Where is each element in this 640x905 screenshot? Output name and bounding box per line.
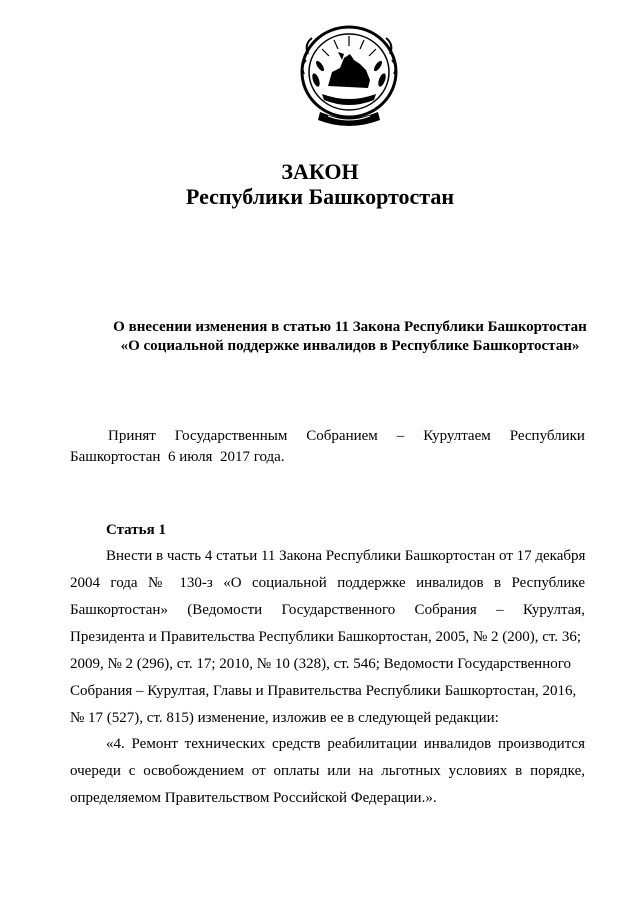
- paragraph-line: Башкортостан» (Ведомости Государственного Собрания – Курултая,: [70, 602, 585, 618]
- adoption-line-1: [70, 426, 585, 447]
- paragraph-line: Внести в часть 4 статьи 11 Закона Республики Башкортостан от 17 декабря: [106, 548, 586, 564]
- adoption-word: –: [396, 428, 405, 444]
- paragraph-line: «4. Ремонт технических средств реабилитации инвалидов производится: [106, 736, 585, 752]
- article-paragraph-1: [70, 543, 585, 732]
- paragraph-line: 2009, № 2 (296), ст. 17; 2010, № 10 (328), ст. 546; Ведомости Государственного: [70, 656, 572, 672]
- paragraph-line: № 17 (527), ст. 815) изменение, изложив ее в следующей редакции:: [70, 710, 499, 726]
- law-subject-line-1: О внесении изменения в статью 11 Закона Республики Башкортостан: [113, 319, 587, 335]
- adoption-word: Принят: [108, 428, 156, 444]
- document-subtitle: Республики Башкортостан: [185, 184, 455, 209]
- paragraph-line: Собрания – Курултая, Главы и Правительства Республики Башкортостан, 2016,: [70, 683, 577, 699]
- paragraph-line: Президента и Правительства Республики Башкортостан, 2005, № 2 (200), ст. 36;: [70, 629, 582, 645]
- paragraph-line: определяемом Правительством Российской Федерации.».: [70, 790, 437, 806]
- adoption-line-2: Башкортостан 6 июля 2017 года.: [70, 449, 285, 465]
- paragraph-line: 2004 года № 130-з «О социальной поддержке инвалидов в Республике: [70, 575, 585, 591]
- adoption-word: Государственным: [174, 428, 288, 444]
- adoption-word: Курултаем: [423, 428, 491, 444]
- article-heading: Статья 1: [106, 522, 166, 538]
- adoption-word: Собранием: [306, 428, 378, 444]
- law-subject-line-2: «О социальной поддержке инвалидов в Республике Башкортостан»: [120, 338, 580, 354]
- article-paragraph-2: [70, 731, 585, 812]
- adoption-statement: [70, 426, 585, 468]
- adoption-word: Республики: [509, 428, 585, 444]
- coat-of-arms-of-bashkortostan-icon: [298, 24, 400, 130]
- paragraph-line: очереди с освобождением от оплаты или на льготных условиях в порядке,: [70, 763, 585, 779]
- document-title: ЗАКОН: [281, 159, 359, 184]
